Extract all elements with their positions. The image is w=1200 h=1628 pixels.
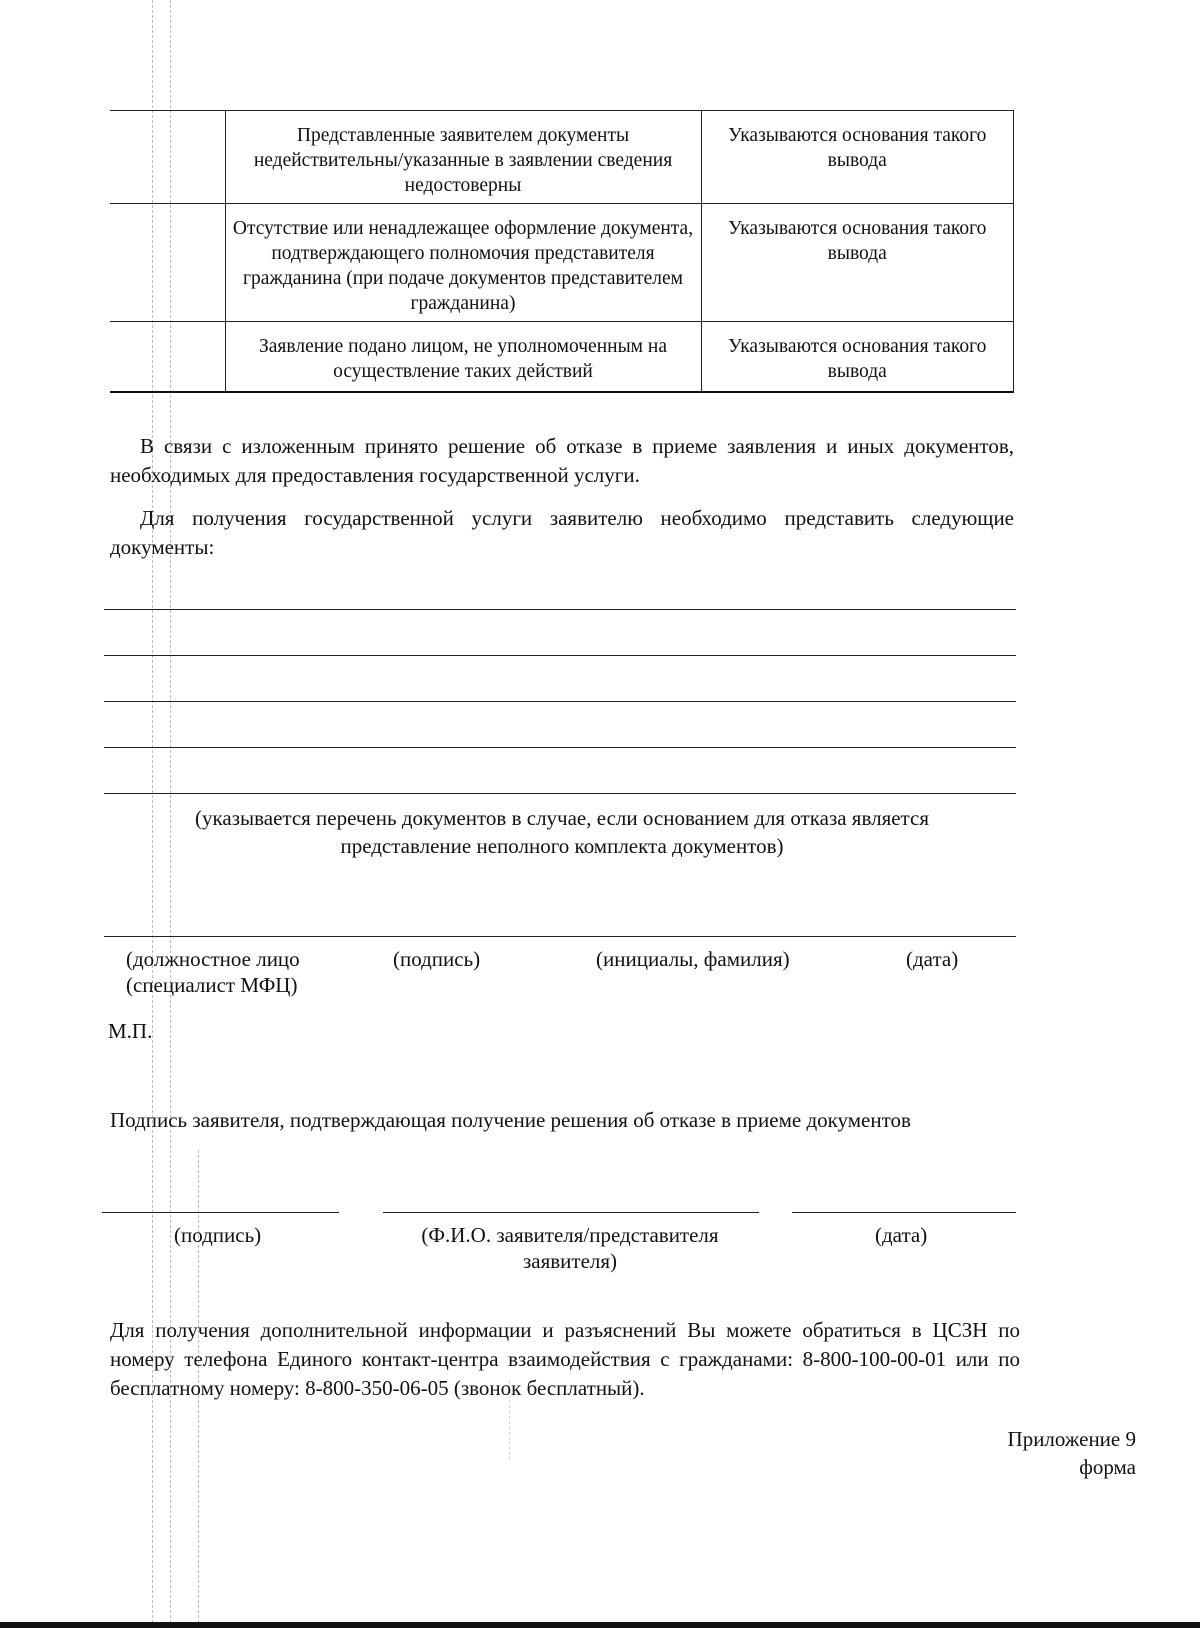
signature-line	[104, 936, 1016, 937]
table-row	[110, 204, 1014, 322]
applicant-date-label: (дата)	[875, 1223, 928, 1247]
appendix-subtitle: форма	[1079, 1455, 1136, 1479]
documents-note: (указывается перечень документов в случае, если основанием для отказа является представление неполного комплекта документов)	[195, 806, 929, 858]
table-cell-empty	[110, 322, 225, 392]
table-cell-empty	[110, 204, 225, 322]
required-documents-paragraph: Для получения государственной услуги заявителю необходимо представить следующие документы:	[110, 506, 1014, 559]
official-position-label: (должностное лицо (специалист МФЦ)	[126, 947, 300, 997]
fill-in-line	[104, 609, 1016, 610]
official-signature-label: (подпись)	[393, 947, 481, 971]
official-name-label: (инициалы, фамилия)	[596, 947, 790, 971]
decision-paragraph: В связи с изложенным принято решение об отказе в приеме заявления и иных документов, необходимых для предоставления государственной услуги.	[110, 434, 1014, 487]
fill-in-line	[104, 655, 1016, 656]
stamp-label: М.П.	[108, 1019, 153, 1043]
table-cell-explanation: Указываются основания такого вывода	[701, 322, 1014, 392]
table-cell-explanation: Указываются основания такого вывода	[701, 204, 1014, 322]
applicant-confirmation-paragraph: Подпись заявителя, подтверждающая получение решения об отказе в приеме документов	[110, 1108, 911, 1132]
official-date-label: (дата)	[906, 947, 959, 971]
table-cell-reason: Отсутствие или ненадлежащее оформление документа, подтверждающего полномочия представителя гражданина (при подаче документов представителем гражданина)	[225, 204, 701, 322]
table-cell-explanation: Указываются основания такого вывода	[701, 111, 1014, 204]
fill-in-line	[104, 701, 1016, 702]
table-row	[110, 111, 1014, 204]
table-cell-reason: Заявление подано лицом, не уполномоченным на осуществление таких действий	[225, 322, 701, 392]
table-cell-reason: Представленные заявителем документы недействительны/указанные в заявлении сведения недостоверны	[225, 111, 701, 204]
refusal-grounds-table	[110, 110, 1014, 393]
applicant-signature-label: (подпись)	[174, 1223, 262, 1247]
contact-info-paragraph: Для получения дополнительной информации и разъяснений Вы можете обратиться в ЦСЗН по номеру телефона Единого контакт-центра взаимодействия с гражданами: 8-800-100-00-01 или по бесплатному номеру: 8-800-350-06-05 (звонок бесплатный).	[110, 1318, 1020, 1400]
appendix-title: Приложение 9	[1007, 1427, 1136, 1451]
applicant-date-line	[792, 1212, 1016, 1213]
applicant-name-label: (Ф.И.О. заявителя/представителя заявителя)	[421, 1223, 719, 1273]
table-cell-empty	[110, 111, 225, 204]
table-row	[110, 322, 1014, 392]
fill-in-line	[104, 747, 1016, 748]
scan-bottom-edge	[0, 1622, 1200, 1628]
applicant-name-line	[383, 1212, 759, 1213]
applicant-signature-line	[102, 1212, 339, 1213]
fill-in-line	[104, 793, 1016, 794]
